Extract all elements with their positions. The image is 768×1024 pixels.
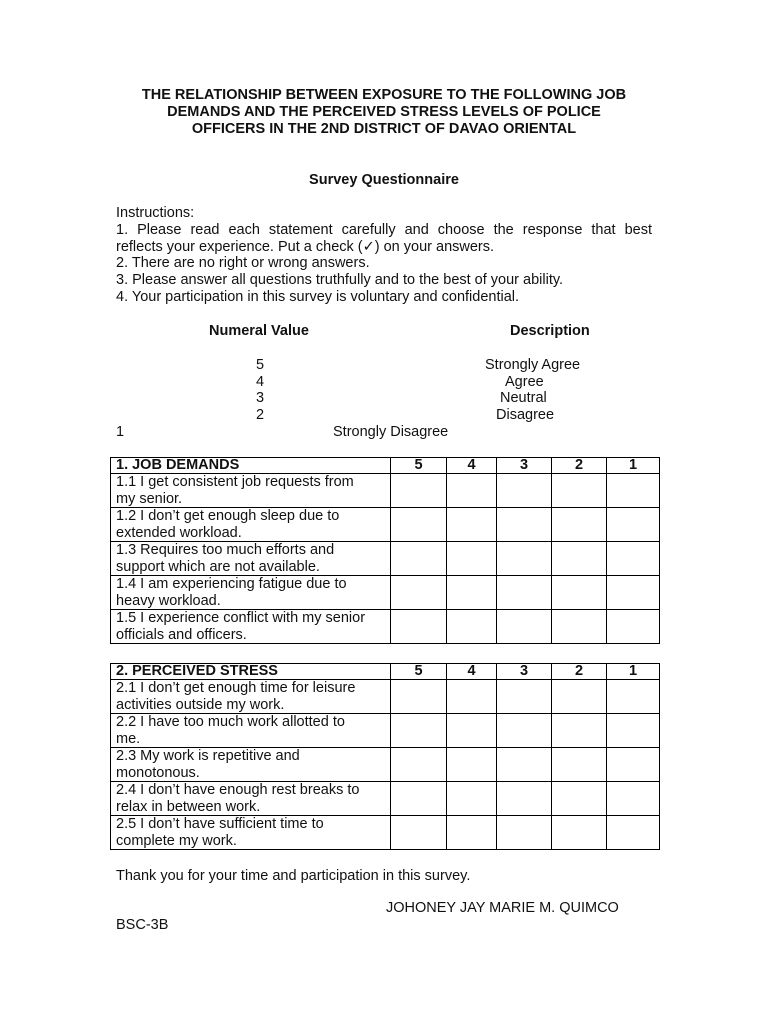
question-1-3: 1.3 Requires too much efforts and support which are not available. — [111, 542, 391, 576]
table-row — [111, 576, 660, 610]
instructions-block — [116, 205, 652, 306]
column-header-5: 5 — [391, 664, 447, 680]
question-2-1: 2.1 I don’t get enough time for leisure activities outside my work. — [111, 680, 391, 714]
table-row — [111, 816, 660, 850]
column-header-4: 4 — [447, 458, 497, 474]
instructions-heading: Instructions: — [116, 205, 195, 221]
answer-cell-5[interactable] — [391, 508, 447, 542]
answer-cell-4[interactable] — [447, 508, 497, 542]
answer-cell-2[interactable] — [552, 816, 607, 850]
answer-cell-5[interactable] — [391, 714, 447, 748]
answer-cell-3[interactable] — [497, 816, 552, 850]
instruction-4: 4. Your participation in this survey is voluntary and confidential. — [116, 288, 520, 305]
scale-description-header: Description — [510, 323, 590, 339]
answer-cell-4[interactable] — [447, 714, 497, 748]
table-row — [111, 748, 660, 782]
job-demands-table — [110, 457, 660, 644]
column-header-1: 1 — [607, 458, 660, 474]
scale-numeral-header: Numeral Value — [209, 323, 309, 339]
title-line-3: OFFICERS IN THE 2ND DISTRICT OF DAVAO ORIENTAL — [191, 121, 577, 137]
column-header-3: 3 — [497, 664, 552, 680]
answer-cell-1[interactable] — [607, 748, 660, 782]
question-2-3: 2.3 My work is repetitive and monotonous. — [111, 748, 391, 782]
answer-cell-5[interactable] — [391, 782, 447, 816]
scale-label-4: Agree — [505, 374, 544, 390]
column-header-3: 3 — [497, 458, 552, 474]
scale-label-3: Neutral — [500, 390, 547, 406]
answer-cell-5[interactable] — [391, 610, 447, 644]
answer-cell-4[interactable] — [447, 748, 497, 782]
answer-cell-5[interactable] — [391, 474, 447, 508]
answer-cell-3[interactable] — [497, 542, 552, 576]
document-title — [110, 87, 658, 138]
answer-cell-2[interactable] — [552, 610, 607, 644]
table-row — [111, 508, 660, 542]
answer-cell-2[interactable] — [552, 748, 607, 782]
table-row — [111, 714, 660, 748]
answer-cell-1[interactable] — [607, 782, 660, 816]
answer-cell-3[interactable] — [497, 782, 552, 816]
answer-cell-3[interactable] — [497, 714, 552, 748]
answer-cell-2[interactable] — [552, 714, 607, 748]
answer-cell-2[interactable] — [552, 508, 607, 542]
scale-value-2: 2 — [256, 407, 265, 423]
scale-value-5: 5 — [256, 357, 265, 373]
answer-cell-1[interactable] — [607, 714, 660, 748]
perceived-stress-title: 2. PERCEIVED STRESS — [111, 664, 391, 680]
scale-value-1: 1 — [116, 424, 125, 440]
answer-cell-1[interactable] — [607, 542, 660, 576]
column-header-5: 5 — [391, 458, 447, 474]
answer-cell-5[interactable] — [391, 576, 447, 610]
answer-cell-2[interactable] — [552, 474, 607, 508]
answer-cell-5[interactable] — [391, 816, 447, 850]
scale-label-5: Strongly Agree — [485, 357, 581, 373]
answer-cell-4[interactable] — [447, 680, 497, 714]
perceived-stress-table — [110, 663, 660, 850]
instruction-1-line-2: reflects your experience. Put a check (✓) on your answers. — [116, 238, 495, 255]
column-header-4: 4 — [447, 664, 497, 680]
question-1-4: 1.4 I am experiencing fatigue due to heavy workload. — [111, 576, 391, 610]
instruction-3: 3. Please answer all questions truthfully and to the best of your ability. — [116, 272, 564, 289]
instruction-1-line-1: 1. Please read each statement carefully and choose the response that best — [116, 221, 652, 238]
table-row — [111, 610, 660, 644]
answer-cell-4[interactable] — [447, 474, 497, 508]
answer-cell-1[interactable] — [607, 474, 660, 508]
answer-cell-4[interactable] — [447, 610, 497, 644]
job-demands-title: 1. JOB DEMANDS — [111, 458, 391, 474]
author-section: BSC-3B — [116, 917, 169, 933]
author-name: JOHONEY JAY MARIE M. QUIMCO — [386, 900, 619, 916]
answer-cell-5[interactable] — [391, 542, 447, 576]
table-row — [111, 542, 660, 576]
answer-cell-2[interactable] — [552, 576, 607, 610]
answer-cell-5[interactable] — [391, 748, 447, 782]
question-1-1: 1.1 I get consistent job requests from my senior. — [111, 474, 391, 508]
answer-cell-4[interactable] — [447, 542, 497, 576]
answer-cell-1[interactable] — [607, 576, 660, 610]
answer-cell-2[interactable] — [552, 680, 607, 714]
scale-value-4: 4 — [256, 374, 265, 390]
title-line-1: THE RELATIONSHIP BETWEEN EXPOSURE TO THE FOLLOWING JOB — [141, 87, 627, 103]
answer-cell-4[interactable] — [447, 816, 497, 850]
scale-value-3: 3 — [256, 390, 265, 406]
question-1-2: 1.2 I don’t get enough sleep due to extended workload. — [111, 508, 391, 542]
instruction-2: 2. There are no right or wrong answers. — [116, 255, 370, 272]
scale-label-2: Disagree — [496, 407, 555, 423]
document-subtitle: Survey Questionnaire — [309, 172, 459, 188]
answer-cell-3[interactable] — [497, 474, 552, 508]
table-header-row — [111, 458, 660, 474]
answer-cell-5[interactable] — [391, 680, 447, 714]
column-header-2: 2 — [552, 458, 607, 474]
thank-you-note: Thank you for your time and participation in this survey. — [116, 868, 471, 884]
answer-cell-1[interactable] — [607, 816, 660, 850]
answer-cell-3[interactable] — [497, 508, 552, 542]
table-row — [111, 782, 660, 816]
answer-cell-1[interactable] — [607, 680, 660, 714]
scale-label-1: Strongly Disagree — [333, 424, 449, 440]
answer-cell-2[interactable] — [552, 782, 607, 816]
table-row — [111, 680, 660, 714]
question-2-5: 2.5 I don’t have sufficient time to complete my work. — [111, 816, 391, 850]
question-2-2: 2.2 I have too much work allotted to me. — [111, 714, 391, 748]
question-2-4: 2.4 I don’t have enough rest breaks to relax in between work. — [111, 782, 391, 816]
question-1-5: 1.5 I experience conflict with my senior officials and officers. — [111, 610, 391, 644]
answer-cell-3[interactable] — [497, 610, 552, 644]
answer-cell-2[interactable] — [552, 542, 607, 576]
answer-cell-1[interactable] — [607, 508, 660, 542]
answer-cell-4[interactable] — [447, 576, 497, 610]
answer-cell-4[interactable] — [447, 782, 497, 816]
answer-cell-1[interactable] — [607, 610, 660, 644]
answer-cell-3[interactable] — [497, 576, 552, 610]
title-line-2: DEMANDS AND THE PERCEIVED STRESS LEVELS OF POLICE — [167, 104, 601, 120]
table-header-row — [111, 664, 660, 680]
table-row — [111, 474, 660, 508]
column-header-1: 1 — [607, 664, 660, 680]
answer-cell-3[interactable] — [497, 680, 552, 714]
answer-cell-3[interactable] — [497, 748, 552, 782]
column-header-2: 2 — [552, 664, 607, 680]
